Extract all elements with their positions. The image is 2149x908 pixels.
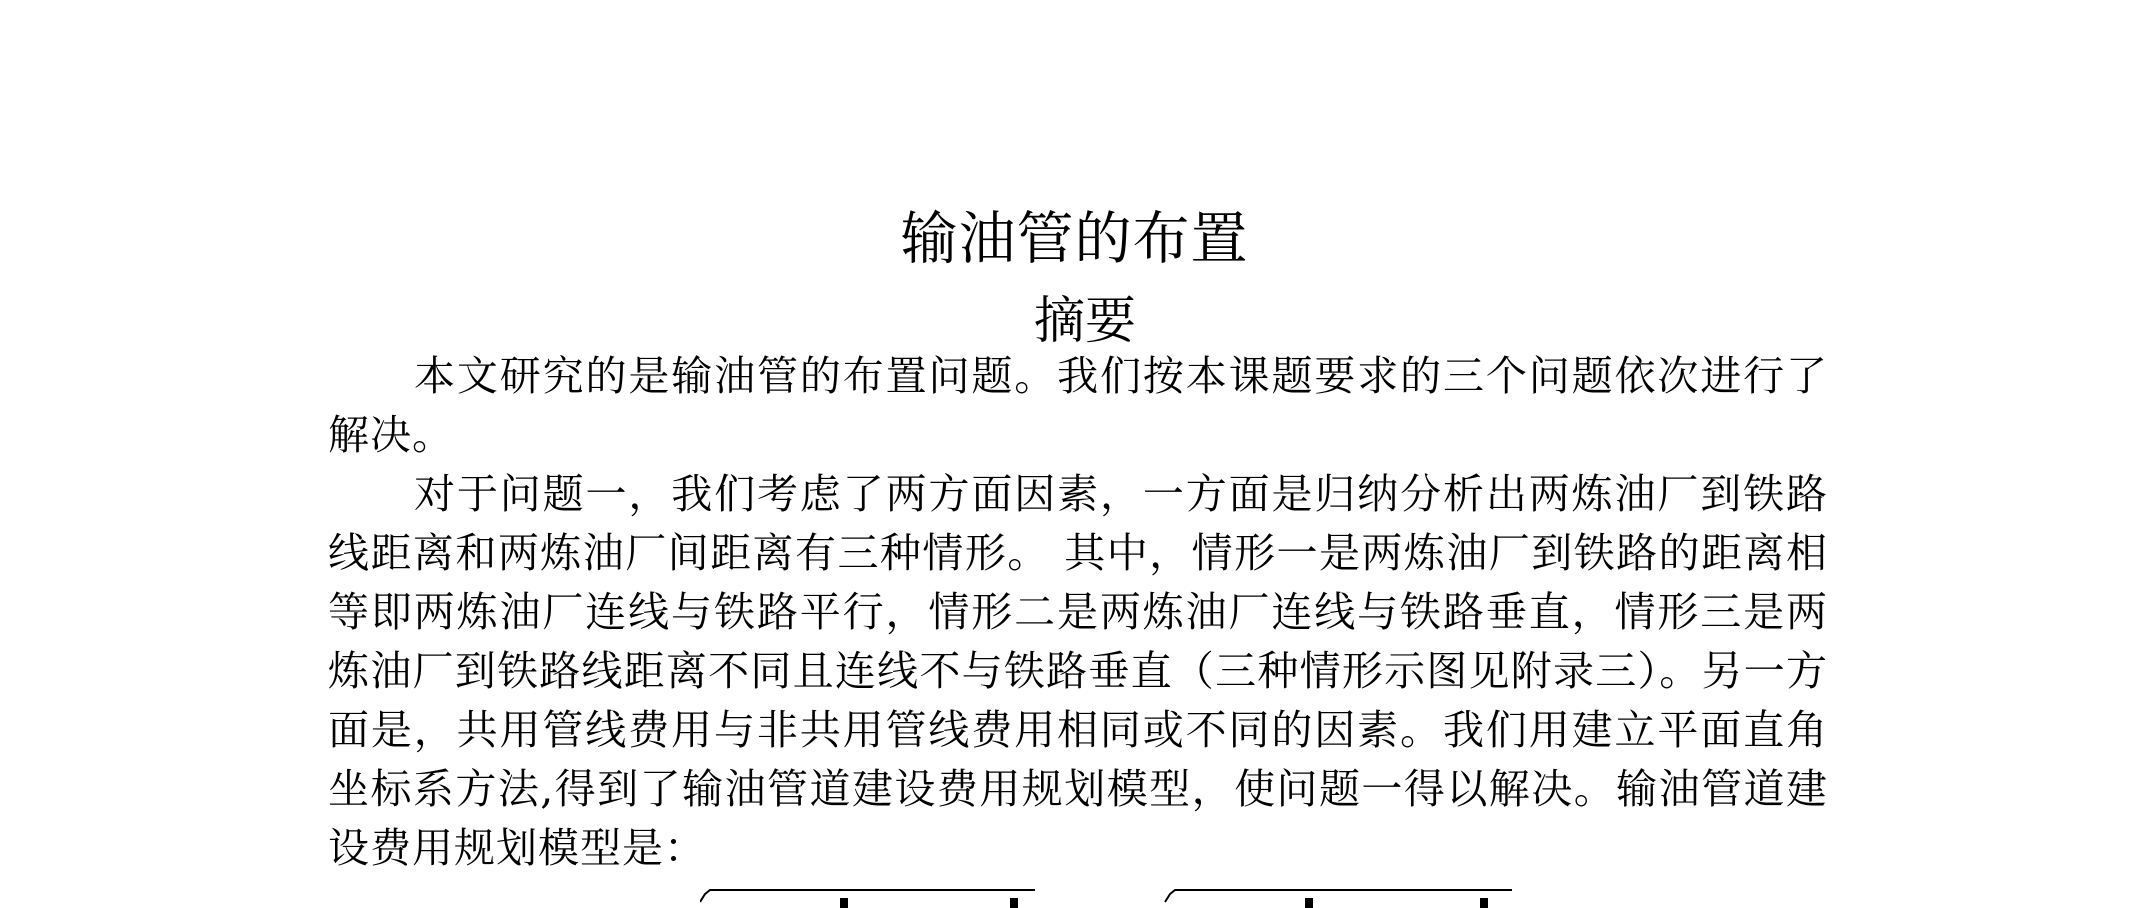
abstract-heading: 摘要 xyxy=(1033,292,1136,351)
paper-title: 输油管的布置 xyxy=(900,206,1249,272)
sqrt-sign-right xyxy=(1165,890,1512,902)
abstract-body xyxy=(328,347,1828,878)
formula-fragment xyxy=(700,888,1520,908)
abstract-paragraph-2: 对于问题一，我们考虑了两方面因素，一方面是归纳分析出两炼油厂到铁路线距离和两炼油厂间距离有三种情形。 其中，情形一是两炼油厂到铁路的距离相等即两炼油厂连线与铁路平行，情形二是两炼油厂连线与铁路垂直，情形三是两炼油厂到铁路线距离不同且连线不与铁路垂直（三种情形示图见附录三）。另一方面是，共用管线费用与非共用管线费用相同或不同的因素。我们用建立平面直角坐标系方法,得到了输油管道建设费用规划模型，使问题一得以解决。输油管道建设费用规划模型是： xyxy=(328,470,1828,872)
formula-radicals xyxy=(700,888,1520,908)
sqrt-sign-left xyxy=(700,890,1035,902)
abstract-paragraph-1: 本文研究的是输油管的布置问题。我们按本课题要求的三个问题依次进行了解决。 xyxy=(328,352,1828,459)
